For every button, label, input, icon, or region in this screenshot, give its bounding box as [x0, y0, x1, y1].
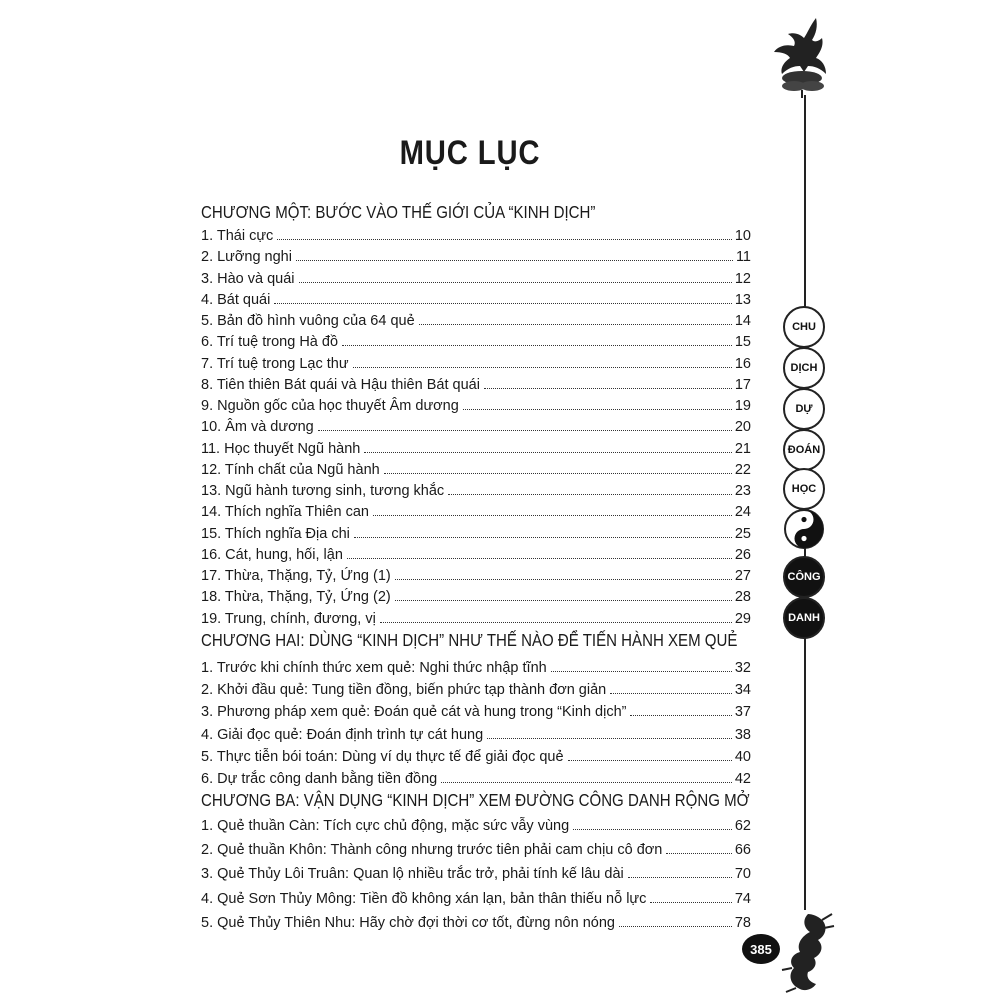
- entry-title: 16. Cát, hung, hối, lận: [201, 546, 343, 563]
- toc-entry[interactable]: [201, 818, 751, 838]
- toc-entry[interactable]: [201, 682, 751, 702]
- entry-title: 4. Giải đọc quẻ: Đoán định trình tự cát hung: [201, 726, 484, 743]
- entry-title: 4. Quẻ Sơn Thủy Mông: Tiền đồ không xán lạn, bản thân thiếu nỗ lực: [201, 890, 647, 907]
- toc-entry[interactable]: [201, 334, 751, 354]
- toc-entry[interactable]: [201, 292, 751, 312]
- toc-entry[interactable]: [201, 568, 751, 588]
- toc-entry[interactable]: [201, 398, 751, 418]
- dot-leader: [650, 902, 731, 903]
- toc-entry[interactable]: [201, 891, 751, 911]
- entry-title: 6. Trí tuệ trong Hà đồ: [201, 334, 339, 351]
- entry-title: 3. Quẻ Thủy Lôi Truân: Quan lộ nhiều trắc trở, phải tính kế lâu dài: [201, 866, 624, 883]
- entry-title: 13. Ngũ hành tương sinh, tương khắc: [201, 483, 445, 499]
- dot-leader: [277, 239, 732, 240]
- dot-leader: [364, 452, 732, 453]
- toc-entry[interactable]: [201, 377, 751, 397]
- entry-title: 19. Trung, chính, đương, vị: [201, 610, 376, 627]
- entry-page-number: 13: [734, 291, 751, 308]
- entry-page-number: 10: [734, 228, 751, 244]
- toc-entry[interactable]: [201, 419, 751, 439]
- dot-leader: [441, 782, 732, 783]
- side-badge: DANH: [783, 597, 825, 639]
- entry-page-number: 37: [734, 704, 751, 721]
- entry-page-number: 17: [734, 376, 751, 393]
- side-badge: ĐOÁN: [783, 429, 825, 471]
- dot-leader: [463, 409, 732, 410]
- entry-page-number: 29: [734, 610, 751, 627]
- dot-leader: [342, 345, 732, 346]
- side-badge: CÔNG: [783, 556, 825, 598]
- entry-title: 12. Tính chất của Ngũ hành: [201, 461, 380, 478]
- toc-entry[interactable]: [201, 915, 751, 935]
- dot-leader: [347, 558, 732, 559]
- toc-entry[interactable]: [201, 866, 751, 886]
- dot-leader: [573, 829, 732, 830]
- toc-entry[interactable]: [201, 313, 751, 333]
- entry-title: 6. Dự trắc công danh bằng tiền đồng: [201, 771, 438, 787]
- dot-leader: [551, 671, 732, 672]
- chapter-heading: CHƯƠNG BA: VẬN DỤNG “KINH DỊCH” XEM ĐƯỜNG CÔNG DANH RỘNG MỞ: [201, 790, 750, 810]
- dot-leader: [487, 738, 732, 739]
- entry-title: 4. Bát quái: [201, 291, 271, 308]
- page-number: 385: [742, 934, 780, 964]
- toc-entry[interactable]: [201, 356, 751, 376]
- entry-page-number: 62: [734, 818, 751, 834]
- entry-title: 7. Trí tuệ trong Lạc thư: [201, 355, 349, 372]
- side-badge: CHU: [783, 306, 825, 348]
- entry-page-number: 25: [734, 525, 751, 542]
- entry-page-number: 42: [734, 771, 751, 787]
- side-badge: DỊCH: [783, 347, 825, 389]
- side-badge: HỌC: [783, 468, 825, 510]
- toc-entry[interactable]: [201, 611, 751, 631]
- entry-page-number: 28: [734, 589, 751, 606]
- toc-entry[interactable]: [201, 249, 751, 269]
- entry-page-number: 34: [734, 682, 751, 699]
- entry-page-number: 23: [734, 483, 751, 499]
- dot-leader: [610, 693, 732, 694]
- entry-page-number: 38: [734, 726, 751, 743]
- entry-title: 18. Thừa, Thặng, Tỷ, Ứng (2): [201, 589, 391, 606]
- entry-page-number: 11: [735, 249, 751, 266]
- toc-entry[interactable]: [201, 271, 751, 291]
- entry-title: 5. Thực tiễn bói toán: Dùng ví dụ thực tế để giải đọc quẻ: [201, 748, 564, 765]
- dot-leader: [666, 853, 731, 854]
- dot-leader: [628, 877, 732, 878]
- dot-leader: [448, 494, 732, 495]
- dot-leader: [384, 473, 732, 474]
- toc-entry[interactable]: [201, 228, 751, 248]
- dot-leader: [353, 367, 732, 368]
- entry-page-number: 20: [734, 419, 751, 436]
- dot-leader: [630, 715, 731, 716]
- dot-leader: [318, 430, 732, 431]
- entry-page-number: 74: [734, 890, 751, 907]
- entry-title: 5. Quẻ Thủy Thiên Nhu: Hãy chờ đợi thời cơ tốt, đừng nôn nóng: [201, 914, 615, 931]
- toc-entry[interactable]: [201, 504, 751, 524]
- toc-entry[interactable]: [201, 441, 751, 461]
- entry-page-number: 26: [734, 546, 751, 563]
- toc-entry[interactable]: [201, 526, 751, 546]
- entry-page-number: 21: [734, 440, 751, 457]
- entry-title: 5. Bản đồ hình vuông của 64 quẻ: [201, 313, 415, 329]
- dot-leader: [568, 760, 732, 761]
- entry-title: 11. Học thuyết Ngũ hành: [201, 440, 361, 457]
- dot-leader: [354, 537, 732, 538]
- entry-title: 1. Thái cực: [201, 228, 274, 244]
- entry-page-number: 27: [734, 568, 751, 584]
- toc-entry[interactable]: [201, 842, 751, 862]
- page-title: MỤC LỤC: [399, 134, 541, 172]
- dot-leader: [395, 579, 732, 580]
- entry-title: 10. Âm và dương: [201, 419, 314, 436]
- entry-page-number: 15: [734, 334, 751, 351]
- side-badge: DỰ: [783, 388, 825, 430]
- chapter-heading: CHƯƠNG HAI: DÙNG “KINH DỊCH” NHƯ THẾ NÀO ĐỂ TIẾN HÀNH XEM QUẺ: [201, 630, 738, 650]
- entry-title: 1. Quẻ thuần Càn: Tích cực chủ động, mặc sức vẫy vùng: [201, 818, 570, 834]
- entry-page-number: 22: [734, 461, 751, 478]
- entry-page-number: 40: [734, 748, 751, 765]
- entry-title: 15. Thích nghĩa Địa chi: [201, 525, 350, 542]
- yin-yang-icon: [783, 508, 825, 550]
- entry-title: 9. Nguồn gốc của học thuyết Âm dương: [201, 398, 459, 414]
- dot-leader: [296, 260, 733, 261]
- toc-entry[interactable]: [201, 589, 751, 609]
- entry-title: 2. Khởi đầu quẻ: Tung tiền đồng, biến phức tạp thành đơn giản: [201, 682, 607, 699]
- toc-entry[interactable]: [201, 727, 751, 747]
- toc-entry[interactable]: [201, 704, 751, 724]
- toc-entry[interactable]: [201, 462, 751, 482]
- entry-title: 2. Lưỡng nghi: [201, 249, 292, 266]
- dot-leader: [419, 324, 732, 325]
- toc-entry[interactable]: [201, 483, 751, 503]
- dot-leader: [395, 600, 732, 601]
- dot-leader: [380, 622, 732, 623]
- toc-entry[interactable]: [201, 547, 751, 567]
- entry-page-number: 16: [734, 355, 751, 372]
- toc-entry[interactable]: [201, 771, 751, 791]
- chapter-heading: CHƯƠNG MỘT: BƯỚC VÀO THẾ GIỚI CỦA “KINH DỊCH”: [201, 202, 596, 222]
- entry-page-number: 24: [734, 504, 751, 521]
- toc-entry[interactable]: [201, 660, 751, 680]
- entry-title: 2. Quẻ thuần Khôn: Thành công nhưng trước tiên phải cam chịu cô đơn: [201, 842, 663, 859]
- dot-leader: [484, 388, 732, 389]
- entry-title: 3. Hào và quái: [201, 270, 295, 287]
- entry-title: 17. Thừa, Thặng, Tỷ, Ứng (1): [201, 568, 391, 584]
- entry-title: 1. Trước khi chính thức xem quẻ: Nghi thức nhập tĩnh: [201, 660, 547, 676]
- phoenix-icon: [764, 12, 840, 100]
- entry-page-number: 66: [734, 842, 751, 859]
- dot-leader: [619, 926, 732, 927]
- dot-leader: [373, 515, 732, 516]
- dot-leader: [299, 282, 732, 283]
- entry-title: 14. Thích nghĩa Thiên can: [201, 504, 369, 521]
- entry-page-number: 12: [734, 270, 751, 287]
- entry-page-number: 19: [734, 398, 751, 414]
- entry-page-number: 78: [734, 914, 751, 931]
- entry-title: 3. Phương pháp xem quẻ: Đoán quẻ cát và hung trong “Kinh dịch”: [201, 704, 627, 721]
- dot-leader: [274, 303, 732, 304]
- entry-page-number: 32: [734, 660, 751, 676]
- entry-page-number: 14: [734, 313, 751, 329]
- entry-page-number: 70: [734, 866, 751, 883]
- entry-title: 8. Tiên thiên Bát quái và Hậu thiên Bát quái: [201, 376, 480, 393]
- toc-entry[interactable]: [201, 749, 751, 769]
